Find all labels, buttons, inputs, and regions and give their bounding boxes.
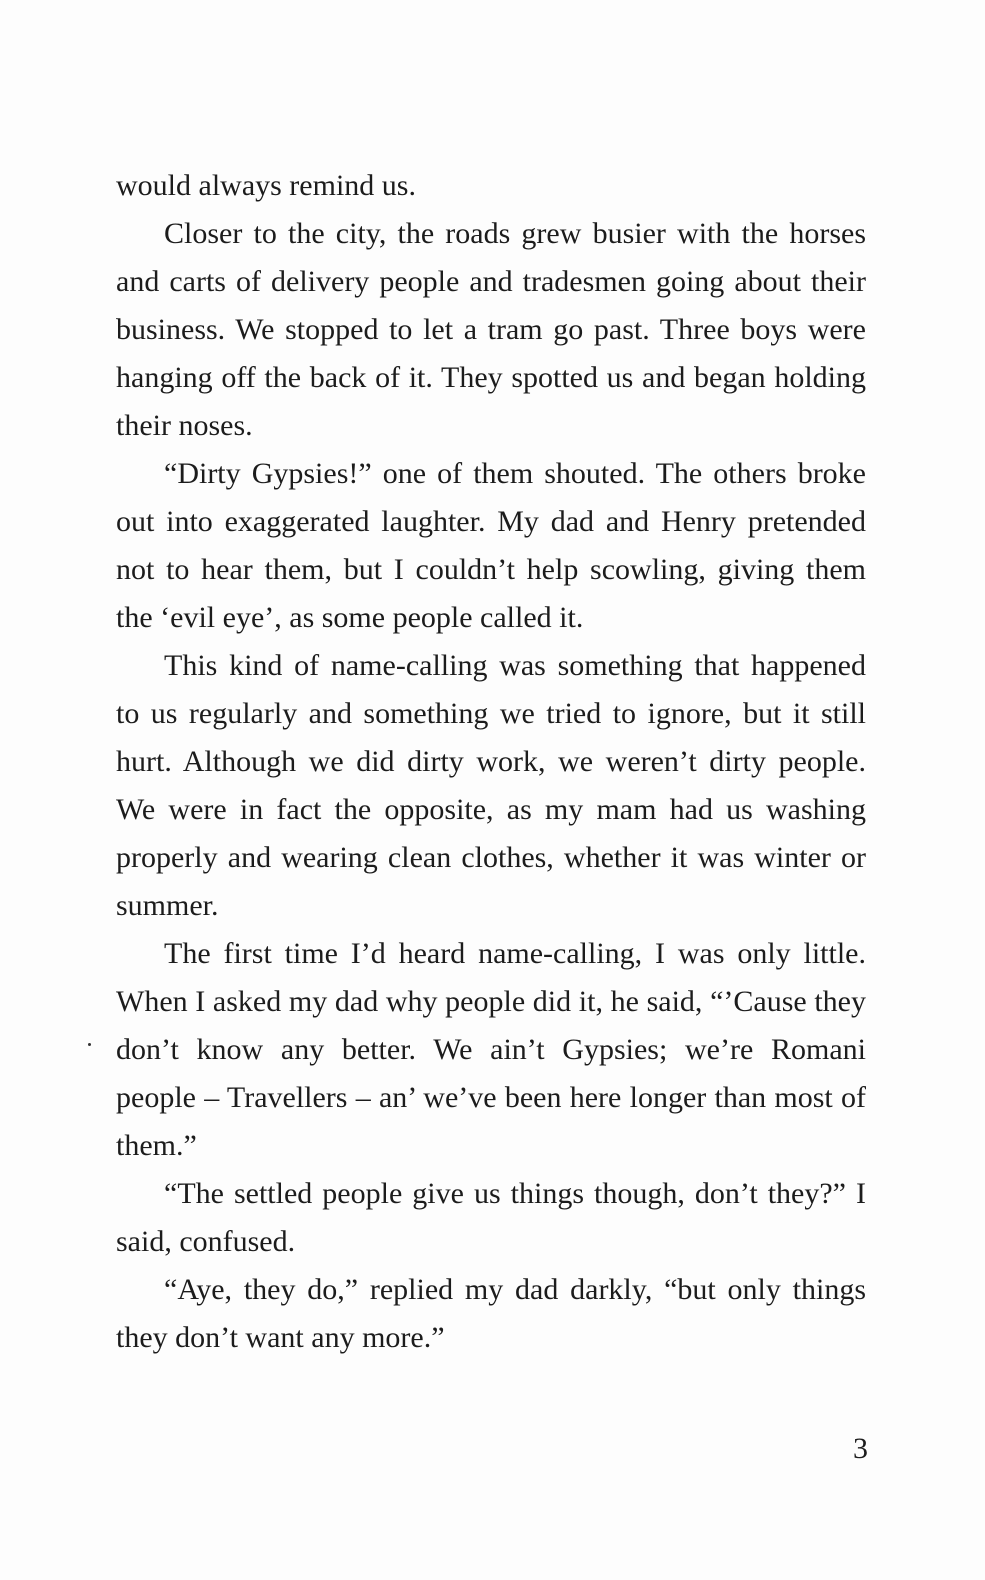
paragraph-7: “Aye, they do,” replied my dad darkly, “but only things they don’t want any more.” bbox=[116, 1273, 866, 1354]
paragraph-4: This kind of name-calling was something that happened to us regularly and something we tried to ignore, but it still hurt. Although we did dirty work, we weren’t dirty people. We were in fact the opposite, as my mam had us washing properly and wearing clean clothes, whether it was winter or summer. bbox=[116, 649, 866, 922]
paragraph-3: “Dirty Gypsies!” one of them shouted. The others broke out into exaggerated laughter. My dad and Henry pretended not to hear them, but I couldn’t help scowling, giving them the ‘evil eye’, as some people called it. bbox=[116, 457, 866, 634]
paragraph-2: Closer to the city, the roads grew busier with the horses and carts of delivery people and tradesmen going about their business. We stopped to let a tram go past. Three boys were hanging off the back of it. They spotted us and began holding their noses. bbox=[116, 217, 866, 442]
paragraph-5: The first time I’d heard name-calling, I was only little. When I asked my dad why people did it, he said, “’Cause they don’t know any better. We ain’t Gypsies; we’re Romani people – Travellers – an’ we’ve been here longer than most of them.” bbox=[116, 937, 866, 1162]
paragraph-1: would always remind us. bbox=[116, 169, 416, 202]
margin-mark bbox=[88, 1043, 91, 1046]
page-number: 3 bbox=[853, 1432, 868, 1465]
body-text bbox=[116, 162, 866, 1362]
paragraph-6: “The settled people give us things though, don’t they?” I said, confused. bbox=[116, 1177, 866, 1258]
